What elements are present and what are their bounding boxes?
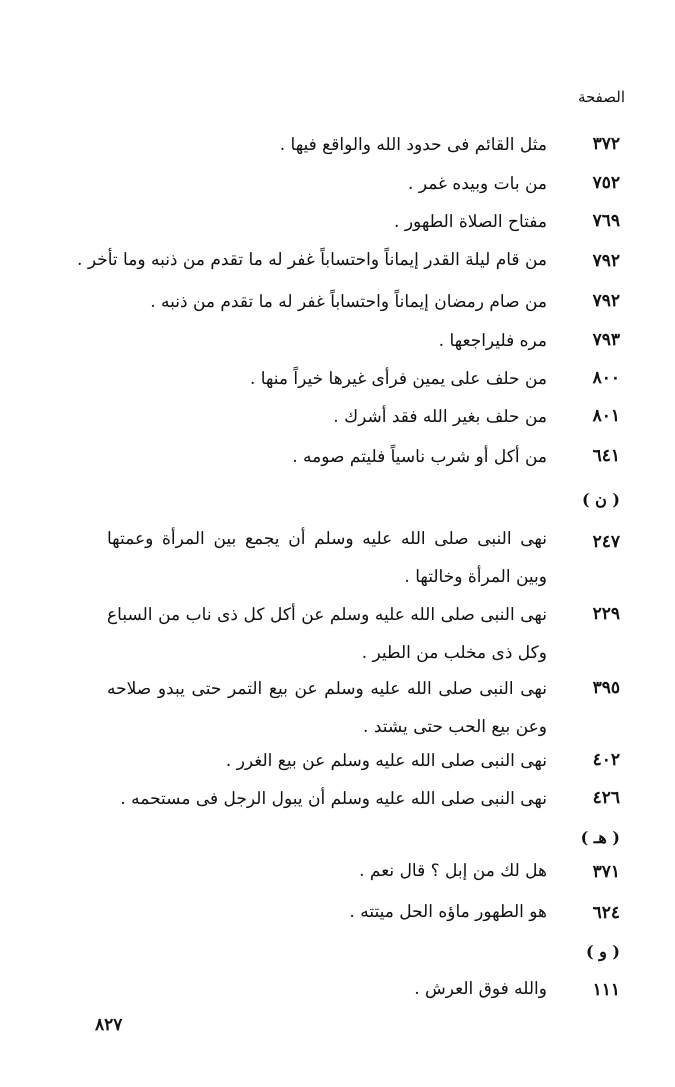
entry-text: من أكل أو شرب ناسياً فليتم صومه . bbox=[292, 447, 547, 467]
entry-text: مفتاح الصلاة الطهور . bbox=[394, 212, 547, 232]
page-number: ٨٢٧ bbox=[95, 1015, 123, 1035]
entry-text: مثل القائم فى حدود الله والواقع فيها . bbox=[279, 135, 547, 155]
entry-text: هل لك من إبل ؟ قال نعم . bbox=[359, 861, 547, 881]
entry-text: مره فليراجعها . bbox=[438, 331, 547, 351]
entry-text: نهى النبى صلى الله عليه وسلم عن أكل كل ذى ناب من السباع وكل ذى مخلب من الطير . bbox=[107, 605, 547, 663]
section-letter-nun: ( ن ) bbox=[581, 490, 620, 509]
entry-page-number: ٣٩٥ bbox=[592, 678, 620, 698]
entry-page-number: ٢٢٩ bbox=[592, 604, 620, 624]
entry-page-number: ٨٠١ bbox=[592, 406, 620, 426]
entry-page-number: ٢٤٧ bbox=[592, 532, 620, 552]
entry-text: نهى النبى صلى الله عليه وسلم أن يجمع بين المرأة وعمتها وبين المرأة وخالتها . bbox=[107, 529, 547, 587]
entry-text: نهى النبى صلى الله عليه وسلم عن بيع الغرر . bbox=[225, 751, 547, 771]
entry-page-number: ٧٥٢ bbox=[592, 173, 620, 193]
entry-page-number: ٤٠٢ bbox=[592, 750, 620, 770]
entry-text: نهى النبى صلى الله عليه وسلم عن بيع التمر حتى يبدو صلاحه وعن بيع الحب حتى يشتد . bbox=[107, 679, 547, 737]
entry-page-number: ٣٧٢ bbox=[592, 134, 620, 154]
entry-page-number: ٨٠٠ bbox=[592, 368, 620, 388]
entry-text: من بات وبيده غمر . bbox=[408, 174, 547, 194]
entry-page-number: ٧٦٩ bbox=[592, 211, 620, 231]
entry-page-number: ٦٤١ bbox=[592, 446, 620, 466]
entry-page-number: ٦٢٤ bbox=[592, 903, 620, 923]
section-letter-waw: ( و ) bbox=[585, 942, 620, 961]
entry-text: والله فوق العرش . bbox=[414, 979, 547, 999]
entry-page-number: ٧٩٢ bbox=[592, 251, 620, 271]
entry-text: من قام ليلة القدر إيماناً واحتساباً غفر له ما تقدم من ذنبه وما تأخر . bbox=[77, 250, 547, 270]
section-letter-ha: ( هـ ) bbox=[580, 828, 620, 847]
entry-text: من حلف على يمين فرأى غيرها خيراً منها . bbox=[249, 369, 547, 389]
entry-text: هو الطهور ماؤه الحل ميتته . bbox=[349, 902, 547, 922]
entry-text: من حلف بغير الله فقد أشرك . bbox=[333, 407, 547, 427]
page-column-heading: الصفحة bbox=[577, 88, 625, 106]
entry-page-number: ٣٧١ bbox=[592, 862, 620, 882]
entry-text: نهى النبى صلى الله عليه وسلم أن يبول الرجل فى مستحمه . bbox=[120, 789, 547, 809]
entry-page-number: ١١١ bbox=[592, 980, 620, 1000]
entry-text: من صام رمضان إيماناً واحتساباً غفر له ما تقدم من ذنبه . bbox=[150, 292, 547, 312]
entry-page-number: ٧٩٢ bbox=[592, 291, 620, 311]
entry-page-number: ٤٢٦ bbox=[592, 788, 620, 808]
entry-page-number: ٧٩٣ bbox=[592, 330, 620, 350]
